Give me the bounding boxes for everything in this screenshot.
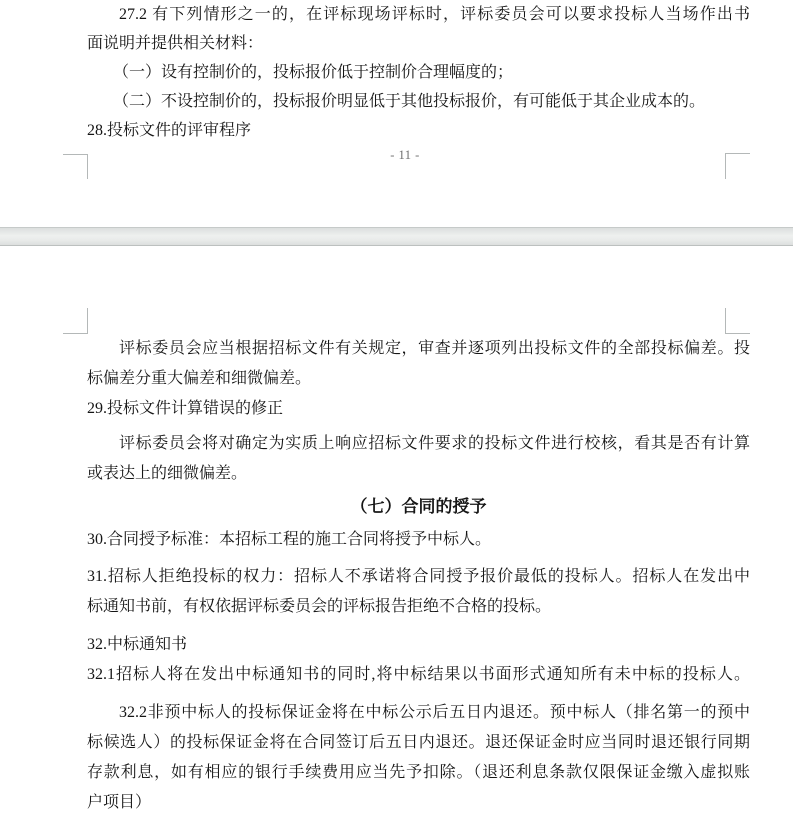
section-heading[interactable]: （七）合同的授予	[350, 497, 487, 516]
text-line[interactable]: 32.1招标人将在发出中标通知书的同时,将中标结果以书面形式通知所有未中标的投标人。	[87, 666, 750, 683]
text-line[interactable]: （一）设有控制价的，投标报价低于控制价合理幅度的；	[113, 64, 514, 81]
text-line[interactable]: （二）不设控制价的，投标报价明显低于其他投标报价，有可能低于其企业成本的。	[113, 93, 706, 110]
page-break-gap[interactable]	[0, 227, 793, 246]
page-11-text-area	[87, 0, 750, 145]
text-line[interactable]: 评标委员会应当根据招标文件有关规定，审查并逐项列出投标文件的全部投标偏差。投	[119, 340, 750, 357]
text-line[interactable]: 31.招标人拒绝投标的权力：招标人不承诺将合同授予报价最低的投标人。招标人在发出中	[87, 568, 750, 585]
text-line[interactable]: 面说明并提供相关材料：	[87, 35, 264, 52]
document-page-11[interactable]	[0, 0, 793, 227]
page-12-text-area	[87, 334, 750, 815]
crop-mark-bottom-right-icon	[725, 153, 750, 179]
document-page-12[interactable]	[0, 246, 793, 815]
page-number-footer: - 11 -	[390, 148, 420, 162]
text-line[interactable]: 户项目）	[87, 794, 152, 811]
text-line[interactable]: 标通知书前，有权依据评标委员会的评标报告拒绝不合格的投标。	[87, 598, 552, 615]
text-line[interactable]: 28.投标文件的评审程序	[87, 122, 252, 139]
text-line[interactable]: 30.合同授予标准：本招标工程的施工合同将授予中标人。	[87, 531, 492, 548]
crop-mark-top-right-icon	[725, 308, 750, 334]
text-line[interactable]: 32.中标通知书	[87, 636, 188, 653]
crop-mark-bottom-left-icon	[63, 154, 88, 179]
text-line[interactable]: 标候选人）的投标保证金将在合同签订后五日内退还。退还保证金时应当同时退还银行同期	[87, 734, 750, 751]
text-line[interactable]: 32.2非预中标人的投标保证金将在中标公示后五日内退还。预中标人（排名第一的预中	[119, 704, 750, 721]
text-line[interactable]: 29.投标文件计算错误的修正	[87, 400, 284, 417]
text-line[interactable]: 评标委员会将对确定为实质上响应招标文件要求的投标文件进行校核，看其是否有计算	[119, 435, 750, 452]
text-line[interactable]: 或表达上的细微偏差。	[87, 465, 248, 482]
text-line[interactable]: 标偏差分重大偏差和细微偏差。	[87, 370, 312, 387]
text-line[interactable]: 27.2 有下列情形之一的，在评标现场评标时，评标委员会可以要求投标人当场作出书	[119, 6, 750, 23]
crop-mark-top-left-icon	[63, 308, 88, 334]
text-line[interactable]: 存款利息，如有相应的银行手续费用应当先予扣除。（退还利息条款仅限保证金缴入虚拟账	[87, 764, 750, 781]
